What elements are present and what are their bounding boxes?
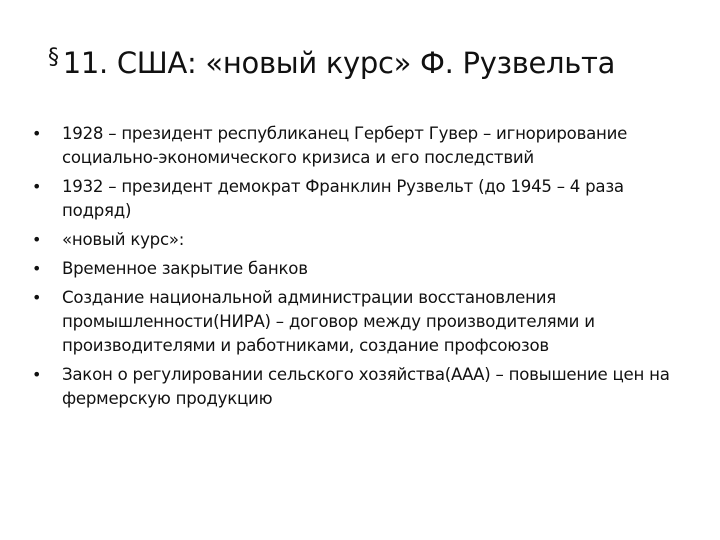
bullet-text: Создание национальной администрации восстановления промышленности(НИРА) – договор между производителями и производителями и работниками, создание профсоюзов bbox=[62, 288, 595, 355]
section-mark: § bbox=[48, 45, 59, 70]
bullet-text: Временное закрытие банков bbox=[62, 259, 308, 278]
bullet-icon: • bbox=[32, 177, 42, 196]
bullet-text: 1932 – президент демократ Франклин Рузвельт (до 1945 – 4 раза подряд) bbox=[62, 177, 624, 220]
bullet-icon: • bbox=[32, 259, 42, 278]
bullet-list bbox=[28, 122, 688, 416]
bullet-text: 1928 – президент республиканец Герберт Гувер – игнорирование социально-экономического кризиса и его последствий bbox=[62, 124, 628, 167]
bullet-item bbox=[28, 286, 688, 358]
bullet-item bbox=[28, 257, 688, 281]
bullet-text: «новый курс»: bbox=[62, 230, 185, 249]
bullet-item bbox=[28, 122, 688, 170]
slide-title bbox=[48, 38, 688, 83]
bullet-item bbox=[28, 363, 688, 411]
bullet-icon: • bbox=[32, 365, 42, 384]
bullet-icon: • bbox=[32, 124, 42, 143]
slide-title-text: 11. США: «новый курс» Ф. Рузвельта bbox=[62, 46, 616, 80]
bullet-item bbox=[28, 175, 688, 223]
bullet-icon: • bbox=[32, 288, 42, 307]
bullet-text: Закон о регулировании сельского хозяйства(ААА) – повышение цен на фермерскую продукцию bbox=[62, 365, 670, 408]
bullet-icon: • bbox=[32, 230, 42, 249]
bullet-item bbox=[28, 228, 688, 252]
